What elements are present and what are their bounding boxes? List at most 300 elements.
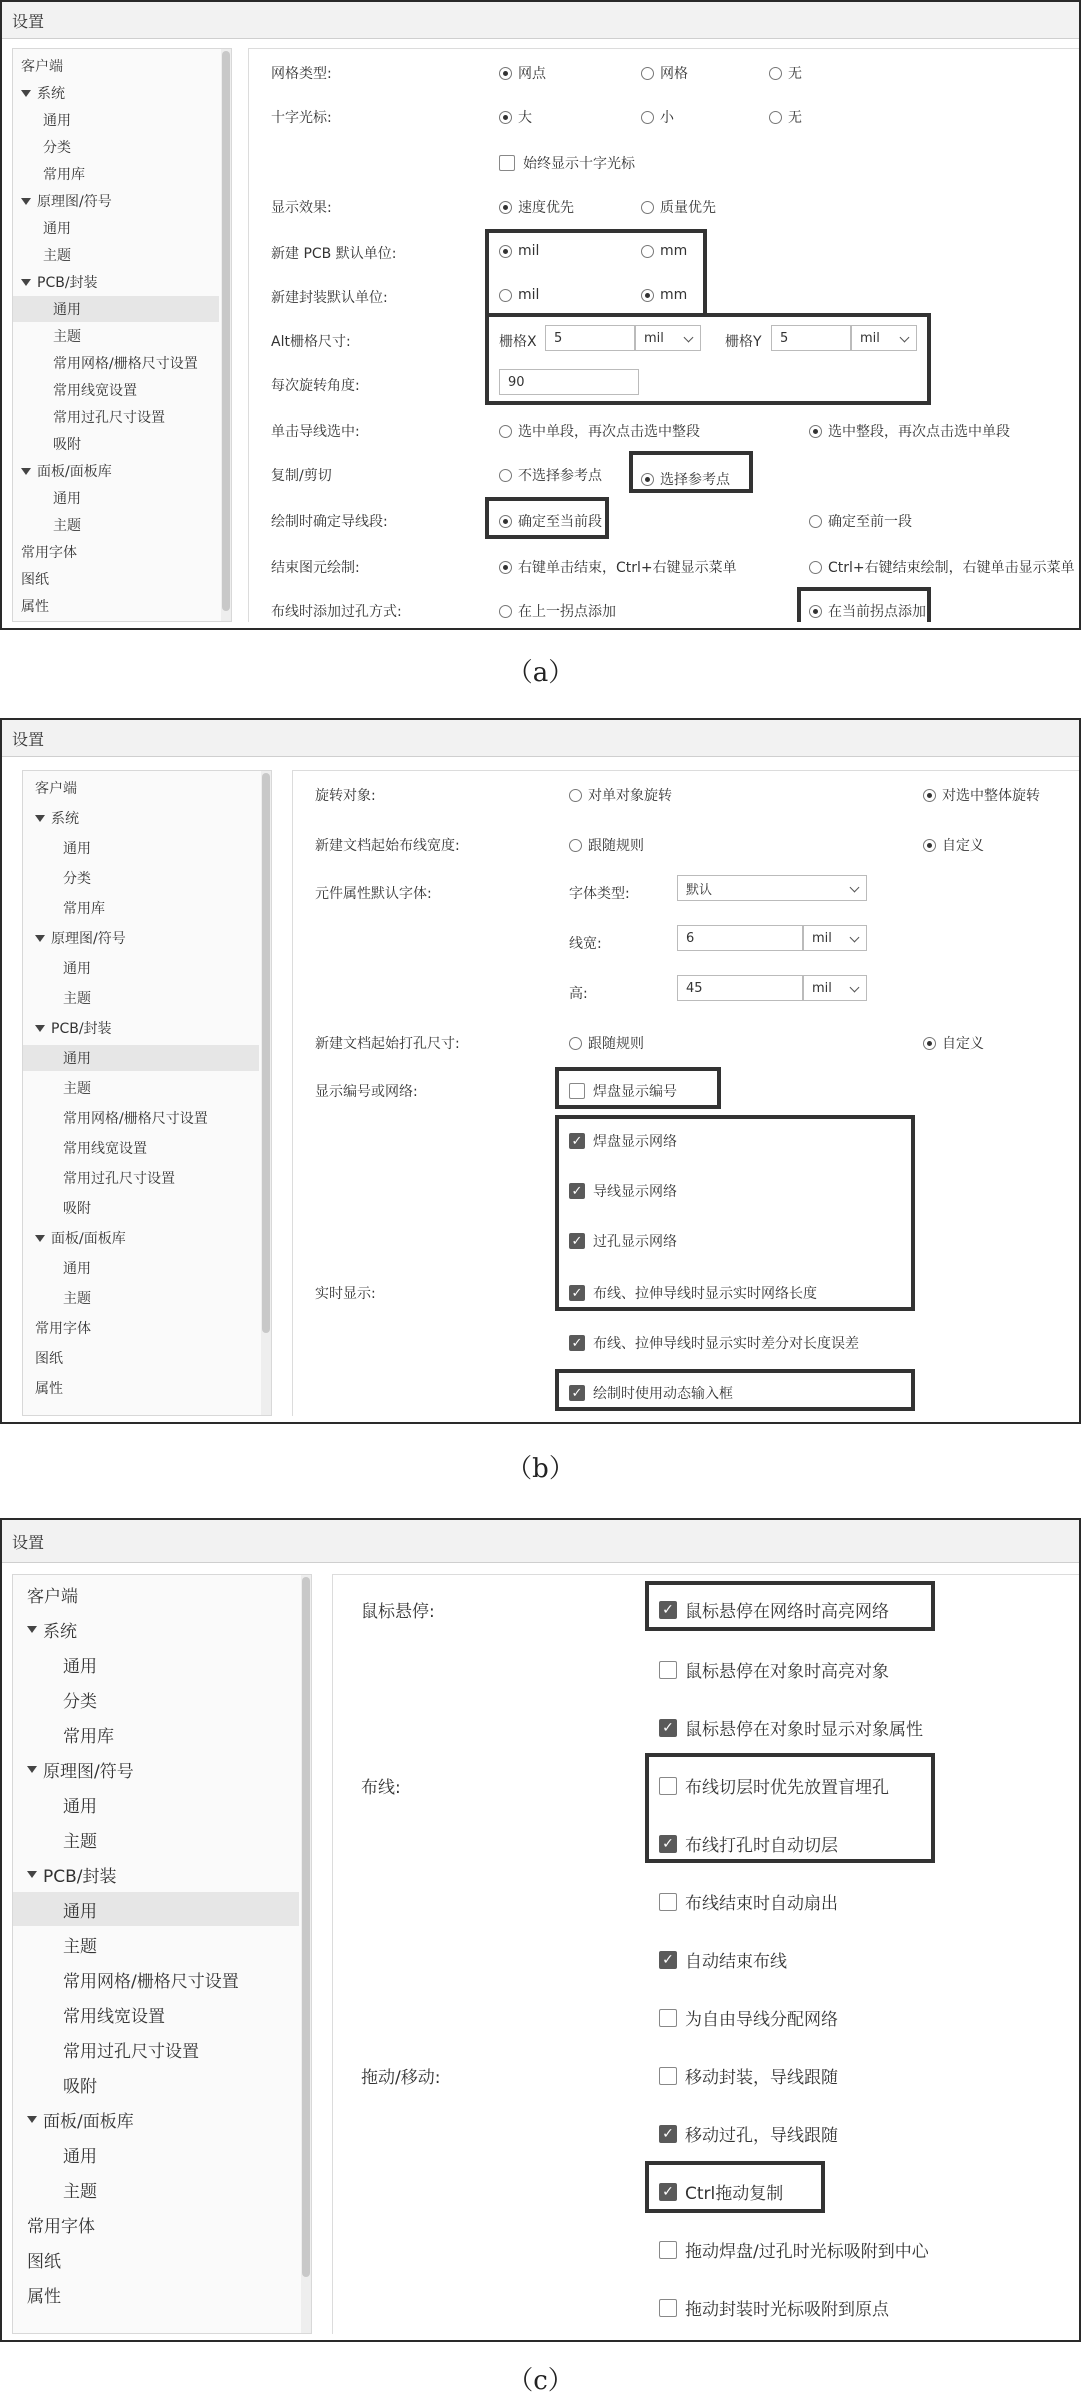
radio-icon (809, 561, 822, 574)
radio-icon (923, 1037, 936, 1050)
sidebar-item[interactable] (13, 1647, 299, 1681)
sidebar-item-label: 分类 (63, 1691, 97, 1712)
sidebar-item[interactable] (13, 2172, 299, 2206)
show-num-label: 显示编号或网络: (315, 1084, 418, 1100)
sidebar-item[interactable] (13, 2137, 299, 2171)
grid-y-input[interactable]: 5 (771, 325, 851, 351)
grid-type-none[interactable]: 无 (769, 63, 802, 83)
sidebar-item[interactable] (13, 2277, 299, 2311)
sidebar-item[interactable] (13, 107, 219, 133)
sidebar-item-label: PCB/封装 (51, 1021, 112, 1037)
sidebar-item-label: 常用过孔尺寸设置 (63, 2041, 199, 2062)
window-title (2, 720, 1079, 757)
display-speed[interactable]: 速度优先 (499, 197, 574, 217)
radio-icon (641, 245, 654, 258)
sidebar-item-label: 通用 (63, 2146, 97, 2167)
settings-window-c (0, 1518, 1081, 2342)
radio-icon (641, 289, 654, 302)
sidebar-item[interactable] (23, 1225, 259, 1251)
radio-icon (499, 111, 512, 124)
route-auto-fanout[interactable]: 布线结束时自动扇出 (659, 1889, 838, 1914)
radio-icon (569, 839, 582, 852)
grid-type-label: 网格类型: (271, 66, 332, 82)
expand-arrow-icon[interactable] (35, 1235, 45, 1242)
caption-a: （a） (506, 658, 575, 688)
sidebar-item-label: 面板/面板库 (37, 464, 112, 480)
radio-icon (809, 425, 822, 438)
sidebar-item[interactable] (13, 1822, 299, 1856)
grid-x-unit-select[interactable]: mil (635, 325, 701, 351)
sidebar-item-label: 系统 (37, 86, 65, 102)
chevron-down-icon (684, 333, 694, 343)
settings-content (292, 770, 1079, 1416)
expand-arrow-icon[interactable] (35, 935, 45, 942)
expand-arrow-icon[interactable] (27, 1766, 37, 1773)
sidebar-item[interactable] (13, 269, 219, 295)
always-show-crosshair[interactable]: 始终显示十字光标 (499, 153, 635, 173)
crosshair-large[interactable]: 大 (499, 107, 532, 127)
rotate-single[interactable]: 对单对象旋转 (569, 785, 672, 805)
sidebar-item[interactable] (13, 2207, 299, 2241)
hover-highlight-obj[interactable]: 鼠标悬停在对象时高亮对象 (659, 1657, 889, 1682)
display-quality[interactable]: 质量优先 (641, 197, 716, 217)
sidebar-item-label: 通用 (63, 1261, 91, 1277)
sidebar-item[interactable] (13, 161, 219, 187)
sidebar-item-label: 分类 (43, 140, 71, 156)
sidebar-item[interactable] (13, 431, 219, 457)
sidebar-scrollbar[interactable] (261, 771, 271, 1415)
realtime-label: 实时显示: (315, 1286, 376, 1302)
sidebar-item[interactable] (23, 985, 259, 1011)
crosshair-none[interactable]: 无 (769, 107, 802, 127)
font-type-label: 字体类型: (569, 886, 630, 902)
sidebar-item-label: 吸附 (63, 1201, 91, 1217)
sidebar-item-label: 客户端 (35, 781, 77, 797)
font-width-input[interactable]: 6 (677, 925, 803, 951)
sidebar-item-label: 系统 (43, 1621, 77, 1642)
sidebar-item[interactable] (13, 1962, 299, 1996)
sidebar-item[interactable] (23, 1285, 259, 1311)
end-draw-label: 结束图元绘制: (271, 560, 360, 576)
sidebar-item-label: 主题 (53, 329, 81, 345)
sidebar-item-label: 主题 (63, 1831, 97, 1852)
rotation-label: 每次旋转角度: (271, 378, 360, 394)
expand-arrow-icon[interactable] (27, 1871, 37, 1878)
ctrl-drag-copy[interactable]: ✓ Ctrl拖动复制 (659, 2179, 783, 2204)
sidebar-item[interactable] (23, 865, 259, 891)
sidebar-item-label: 分类 (63, 871, 91, 887)
sidebar-item[interactable] (13, 1612, 299, 1646)
checkbox-icon: ✓ (659, 2183, 677, 2201)
sidebar-item[interactable] (13, 1752, 299, 1786)
radio-icon (641, 473, 654, 486)
drag-footprint-follow[interactable]: 移动封装，导线跟随 (659, 2063, 838, 2088)
hover-highlight-net[interactable]: ✓ 鼠标悬停在网络时高亮网络 (659, 1597, 889, 1622)
sidebar-item[interactable] (13, 134, 219, 160)
grid-type-dot[interactable]: 网点 (499, 63, 546, 83)
sidebar-item[interactable] (13, 2067, 299, 2101)
sidebar-item-label: 通用 (63, 961, 91, 977)
drag-pad-snap-center[interactable]: 拖动焊盘/过孔时光标吸附到中心 (659, 2237, 929, 2262)
title-text: 设置 (12, 11, 45, 31)
radio-icon (923, 789, 936, 802)
sidebar-item-label: 常用网格/栅格尺寸设置 (63, 1111, 208, 1127)
chevron-down-icon (850, 983, 860, 993)
sidebar-item-label: 原理图/符号 (43, 1761, 134, 1782)
confirm-previous[interactable]: 确定至前一段 (809, 511, 912, 531)
checkbox-icon (659, 2009, 677, 2027)
sidebar-item[interactable] (13, 323, 219, 349)
copy-cut-label: 复制/剪切 (271, 468, 332, 484)
trace-custom[interactable]: 自定义 (923, 835, 984, 855)
trace-width-label: 新建文档起始布线宽度: (315, 838, 460, 854)
via-show-net[interactable]: ✓ 过孔显示网络 (569, 1231, 677, 1251)
sidebar-item-label: 属性 (27, 2286, 61, 2307)
hover-label: 鼠标悬停: (361, 1602, 435, 1622)
sidebar-item-label: 主题 (53, 518, 81, 534)
rotate-obj-label: 旋转对象: (315, 788, 376, 804)
sidebar-item[interactable] (23, 1375, 259, 1401)
sidebar-item[interactable] (13, 1892, 299, 1926)
expand-arrow-icon[interactable] (35, 1025, 45, 1032)
sidebar-item[interactable] (13, 2102, 299, 2136)
sidebar-item-label: 通用 (63, 1656, 97, 1677)
checkbox-icon: ✓ (659, 2125, 677, 2143)
expand-arrow-icon[interactable] (21, 90, 31, 97)
checkbox-icon: ✓ (569, 1335, 585, 1351)
sidebar-item-label: 通用 (63, 1796, 97, 1817)
sidebar-item-label: 常用过孔尺寸设置 (53, 410, 165, 426)
crosshair-small[interactable]: 小 (641, 107, 674, 127)
drag-label: 拖动/移动: (361, 2068, 441, 2088)
sidebar-item-label: 通用 (63, 1901, 97, 1922)
sidebar-item-label: 原理图/符号 (37, 194, 112, 210)
end-draw-ctrl[interactable]: Ctrl+右键结束绘制，右键单击显示菜单 (809, 557, 1075, 577)
radio-icon (641, 111, 654, 124)
sidebar-item[interactable] (23, 805, 259, 831)
sidebar-item[interactable] (13, 188, 219, 214)
sidebar-item[interactable] (13, 1997, 299, 2031)
sidebar-item-label: 原理图/符号 (51, 931, 126, 947)
sidebar-item-label: 主题 (63, 1936, 97, 1957)
title-text: 设置 (12, 729, 45, 749)
sidebar-item-label: 常用字体 (21, 545, 77, 561)
checkbox-icon (659, 2241, 677, 2259)
sidebar-item[interactable] (13, 512, 219, 538)
sidebar-item[interactable] (23, 1165, 259, 1191)
sidebar-item[interactable] (13, 215, 219, 241)
sidebar-item[interactable] (23, 835, 259, 861)
sidebar-item[interactable] (23, 1315, 259, 1341)
footprint-unit-mm[interactable]: mm (641, 287, 687, 303)
sidebar-item-label: 常用库 (43, 167, 85, 183)
sidebar-item[interactable] (23, 1195, 259, 1221)
sidebar-item[interactable] (23, 1255, 259, 1281)
sidebar-item[interactable] (23, 1045, 259, 1071)
sidebar-item-label: 系统 (51, 811, 79, 827)
sidebar-item[interactable] (13, 1577, 299, 1611)
checkbox-icon (569, 1083, 585, 1099)
radio-icon (499, 201, 512, 214)
sidebar-item-label: 常用字体 (35, 1321, 91, 1337)
radio-icon (499, 67, 512, 80)
sidebar-item[interactable] (23, 1075, 259, 1101)
footprint-unit-label: 新建封装默认单位: (271, 290, 388, 306)
radio-icon (499, 561, 512, 574)
caption-c: （c） (507, 2366, 574, 2396)
route-blind-via[interactable]: 布线切层时优先放置盲埋孔 (659, 1773, 889, 1798)
confirm-current[interactable]: 确定至当前段 (499, 511, 602, 531)
checkbox-icon: ✓ (569, 1133, 585, 1149)
radio-icon (809, 605, 822, 618)
sidebar-item[interactable] (13, 593, 219, 619)
sidebar-item-label: PCB/封装 (37, 275, 98, 291)
settings-window-b (0, 718, 1081, 1424)
radio-icon (499, 245, 512, 258)
checkbox-icon (659, 2299, 677, 2317)
expand-arrow-icon[interactable] (27, 2116, 37, 2123)
radio-icon (809, 515, 822, 528)
realtime-diff-error[interactable]: ✓ 布线、拉伸导线时显示实时差分对长度误差 (569, 1333, 859, 1353)
routing-label: 布线: (361, 1778, 401, 1798)
sidebar-item[interactable] (13, 458, 219, 484)
sidebar-item[interactable] (23, 775, 259, 801)
checkbox-icon: ✓ (569, 1233, 585, 1249)
display-effect-label: 显示效果: (271, 200, 332, 216)
drag-footprint-snap-origin[interactable]: 拖动封装时光标吸附到原点 (659, 2295, 889, 2320)
sidebar-item[interactable] (13, 2242, 299, 2276)
font-type-select[interactable]: 默认 (677, 875, 867, 901)
rotation-input[interactable]: 90 (499, 369, 639, 395)
window-title (2, 2, 1079, 39)
checkbox-icon: ✓ (659, 1835, 677, 1853)
scroll-thumb[interactable] (222, 51, 230, 611)
font-height-unit[interactable]: mil (803, 975, 867, 1001)
route-auto-end[interactable]: ✓ 自动结束布线 (659, 1947, 787, 1972)
sidebar-item[interactable] (23, 895, 259, 921)
sidebar-item-label: 通用 (43, 221, 71, 237)
sidebar-item-label: 吸附 (63, 2076, 97, 2097)
hole-size-label: 新建文档起始打孔尺寸: (315, 1036, 460, 1052)
sidebar-item-label: 常用线宽设置 (63, 2006, 165, 2027)
checkbox-icon (659, 1777, 677, 1795)
trace-show-net[interactable]: ✓ 导线显示网络 (569, 1181, 677, 1201)
checkbox-icon: ✓ (659, 1601, 677, 1619)
sidebar-item[interactable] (13, 296, 219, 322)
checkbox-icon: ✓ (659, 1719, 677, 1737)
crosshair-label: 十字光标: (271, 110, 332, 126)
sidebar-tree (22, 770, 272, 1416)
sidebar-item[interactable] (13, 539, 219, 565)
grid-x-input[interactable]: 5 (545, 325, 635, 351)
grid-x-label: 栅格X (499, 334, 537, 350)
single-click-label: 单击导线选中: (271, 424, 360, 440)
drag-via-follow[interactable]: ✓ 移动过孔，导线跟随 (659, 2121, 838, 2146)
settings-content (248, 48, 1079, 622)
radio-icon (641, 201, 654, 214)
sidebar-item[interactable] (13, 2032, 299, 2066)
via-mode-label: 布线时添加过孔方式: (271, 604, 402, 620)
grid-y-label: 栅格Y (725, 334, 762, 350)
sidebar-item-label: 常用网格/栅格尺寸设置 (63, 1971, 239, 1992)
expand-arrow-icon[interactable] (21, 279, 31, 286)
sidebar-item-label: 通用 (63, 1051, 91, 1067)
checkbox-icon: ✓ (569, 1285, 585, 1301)
sidebar-item-label: 属性 (21, 599, 49, 615)
pcb-unit-mil[interactable]: mil (499, 243, 539, 259)
sidebar-item[interactable] (23, 1105, 259, 1131)
sidebar-item-label: 图纸 (21, 572, 49, 588)
checkbox-icon: ✓ (659, 1951, 677, 1969)
radio-icon (769, 111, 782, 124)
sidebar-item-label: 吸附 (53, 437, 81, 453)
sidebar-item[interactable] (23, 955, 259, 981)
copy-no-ref[interactable]: 不选择参考点 (499, 465, 602, 485)
sidebar-item[interactable] (23, 1015, 259, 1041)
sidebar-item-label: 通用 (63, 841, 91, 857)
hover-show-props[interactable]: ✓ 鼠标悬停在对象时显示对象属性 (659, 1715, 923, 1740)
radio-icon (641, 67, 654, 80)
expand-arrow-icon[interactable] (35, 815, 45, 822)
copy-select-ref[interactable]: 选择参考点 (641, 469, 730, 489)
sidebar-item-label: 通用 (43, 113, 71, 129)
sidebar-item-label: 属性 (35, 1381, 63, 1397)
radio-icon (499, 605, 512, 618)
pad-show-net[interactable]: ✓ 焊盘显示网络 (569, 1131, 677, 1151)
sidebar-item-label: 常用库 (63, 1726, 114, 1747)
sidebar-item[interactable] (13, 1717, 299, 1751)
sidebar-item[interactable] (13, 53, 219, 79)
sidebar-item-label: 主题 (63, 1081, 91, 1097)
checkbox-icon (499, 155, 515, 171)
sidebar-item-label: 客户端 (21, 59, 63, 75)
via-prev-corner[interactable]: 在上一拐点添加 (499, 601, 616, 621)
draw-confirm-label: 绘制时确定导线段: (271, 514, 388, 530)
title-text: 设置 (12, 1532, 45, 1552)
sidebar-item-label: 通用 (53, 491, 81, 507)
scroll-thumb[interactable] (262, 773, 270, 1333)
sidebar-item-label: 常用字体 (27, 2216, 95, 2237)
checkbox-icon (659, 1893, 677, 1911)
sidebar-tree (12, 48, 232, 622)
single-click-whole[interactable]: 选中整段，再次点击选中单段 (809, 421, 1010, 441)
expand-arrow-icon[interactable] (21, 198, 31, 205)
sidebar-item-label: 常用库 (63, 901, 105, 917)
font-label: 元件属性默认字体: (315, 886, 432, 902)
window-title (2, 1520, 1079, 1563)
sidebar-item-label: 面板/面板库 (51, 1231, 126, 1247)
sidebar-item-label: 客户端 (27, 1586, 78, 1607)
grid-type-grid[interactable]: 网格 (641, 63, 688, 83)
radio-icon (569, 789, 582, 802)
sidebar-item[interactable] (13, 350, 219, 376)
sidebar-item[interactable] (13, 485, 219, 511)
route-assign-net[interactable]: 为自由导线分配网络 (659, 2005, 838, 2030)
dynamic-input-box[interactable]: ✓ 绘制时使用动态输入框 (569, 1383, 733, 1403)
expand-arrow-icon[interactable] (21, 468, 31, 475)
font-height-input[interactable]: 45 (677, 975, 803, 1001)
sidebar-item[interactable] (13, 1682, 299, 1716)
realtime-net-length[interactable]: ✓ 布线、拉伸导线时显示实时网络长度 (569, 1283, 817, 1303)
sidebar-item[interactable] (13, 80, 219, 106)
settings-content (332, 1574, 1079, 2334)
sidebar-item[interactable] (13, 404, 219, 430)
sidebar-item[interactable] (13, 1927, 299, 1961)
hole-custom[interactable]: 自定义 (923, 1033, 984, 1053)
single-click-segment[interactable]: 选中单段，再次点击选中整段 (499, 421, 700, 441)
footprint-unit-mil[interactable]: mil (499, 287, 539, 303)
rotate-whole[interactable]: 对选中整体旋转 (923, 785, 1040, 805)
pcb-unit-mm[interactable]: mm (641, 243, 687, 259)
font-width-label: 线宽: (569, 936, 602, 952)
radio-icon (923, 839, 936, 852)
hole-follow-rule[interactable]: 跟随规则 (569, 1033, 644, 1053)
chevron-down-icon (900, 333, 910, 343)
sidebar-item[interactable] (13, 377, 219, 403)
sidebar-tree (12, 1574, 312, 2334)
sidebar-scrollbar[interactable] (301, 1575, 311, 2333)
radio-icon (769, 67, 782, 80)
sidebar-item-label: PCB/封装 (43, 1866, 117, 1887)
chevron-down-icon (850, 883, 860, 893)
sidebar-item[interactable] (23, 925, 259, 951)
route-auto-layer[interactable]: ✓ 布线打孔时自动切层 (659, 1831, 838, 1856)
end-draw-right[interactable]: 右键单击结束，Ctrl+右键显示菜单 (499, 557, 737, 577)
caption-b: （b） (506, 1454, 575, 1484)
sidebar-item[interactable] (13, 566, 219, 592)
font-width-unit[interactable]: mil (803, 925, 867, 951)
checkbox-icon (659, 2067, 677, 2085)
chevron-down-icon (850, 933, 860, 943)
sidebar-item[interactable] (13, 1857, 299, 1891)
sidebar-item-label: 主题 (43, 248, 71, 264)
expand-arrow-icon[interactable] (27, 1626, 37, 1633)
sidebar-item-label: 主题 (63, 2181, 97, 2202)
pad-show-number[interactable]: 焊盘显示编号 (569, 1081, 677, 1101)
radio-icon (569, 1037, 582, 1050)
pcb-unit-label: 新建 PCB 默认单位: (271, 246, 397, 262)
sidebar-item-label: 通用 (53, 302, 81, 318)
sidebar-item-label: 图纸 (27, 2251, 61, 2272)
sidebar-item[interactable] (13, 1787, 299, 1821)
sidebar-item[interactable] (23, 1345, 259, 1371)
sidebar-item-label: 常用线宽设置 (63, 1141, 147, 1157)
alt-grid-label: Alt栅格尺寸: (271, 334, 351, 350)
sidebar-item-label: 主题 (63, 1291, 91, 1307)
scroll-thumb[interactable] (302, 1577, 310, 2277)
checkbox-icon: ✓ (569, 1183, 585, 1199)
sidebar-scrollbar[interactable] (221, 49, 231, 621)
checkbox-icon: ✓ (569, 1385, 585, 1401)
sidebar-item-label: 图纸 (35, 1351, 63, 1367)
radio-icon (499, 425, 512, 438)
radio-icon (499, 289, 512, 302)
sidebar-item-label: 常用过孔尺寸设置 (63, 1171, 175, 1187)
grid-y-unit-select[interactable]: mil (851, 325, 917, 351)
via-current-corner[interactable]: 在当前拐点添加 (809, 601, 926, 621)
sidebar-item-label: 面板/面板库 (43, 2111, 134, 2132)
sidebar-item-label: 主题 (63, 991, 91, 1007)
radio-icon (499, 515, 512, 528)
radio-icon (499, 469, 512, 482)
checkbox-icon (659, 1661, 677, 1679)
sidebar-item-label: 常用网格/栅格尺寸设置 (53, 356, 198, 372)
settings-window-a (0, 0, 1081, 630)
sidebar-item[interactable] (13, 242, 219, 268)
sidebar-item-label: 常用线宽设置 (53, 383, 137, 399)
sidebar-item[interactable] (23, 1135, 259, 1161)
trace-follow-rule[interactable]: 跟随规则 (569, 835, 644, 855)
